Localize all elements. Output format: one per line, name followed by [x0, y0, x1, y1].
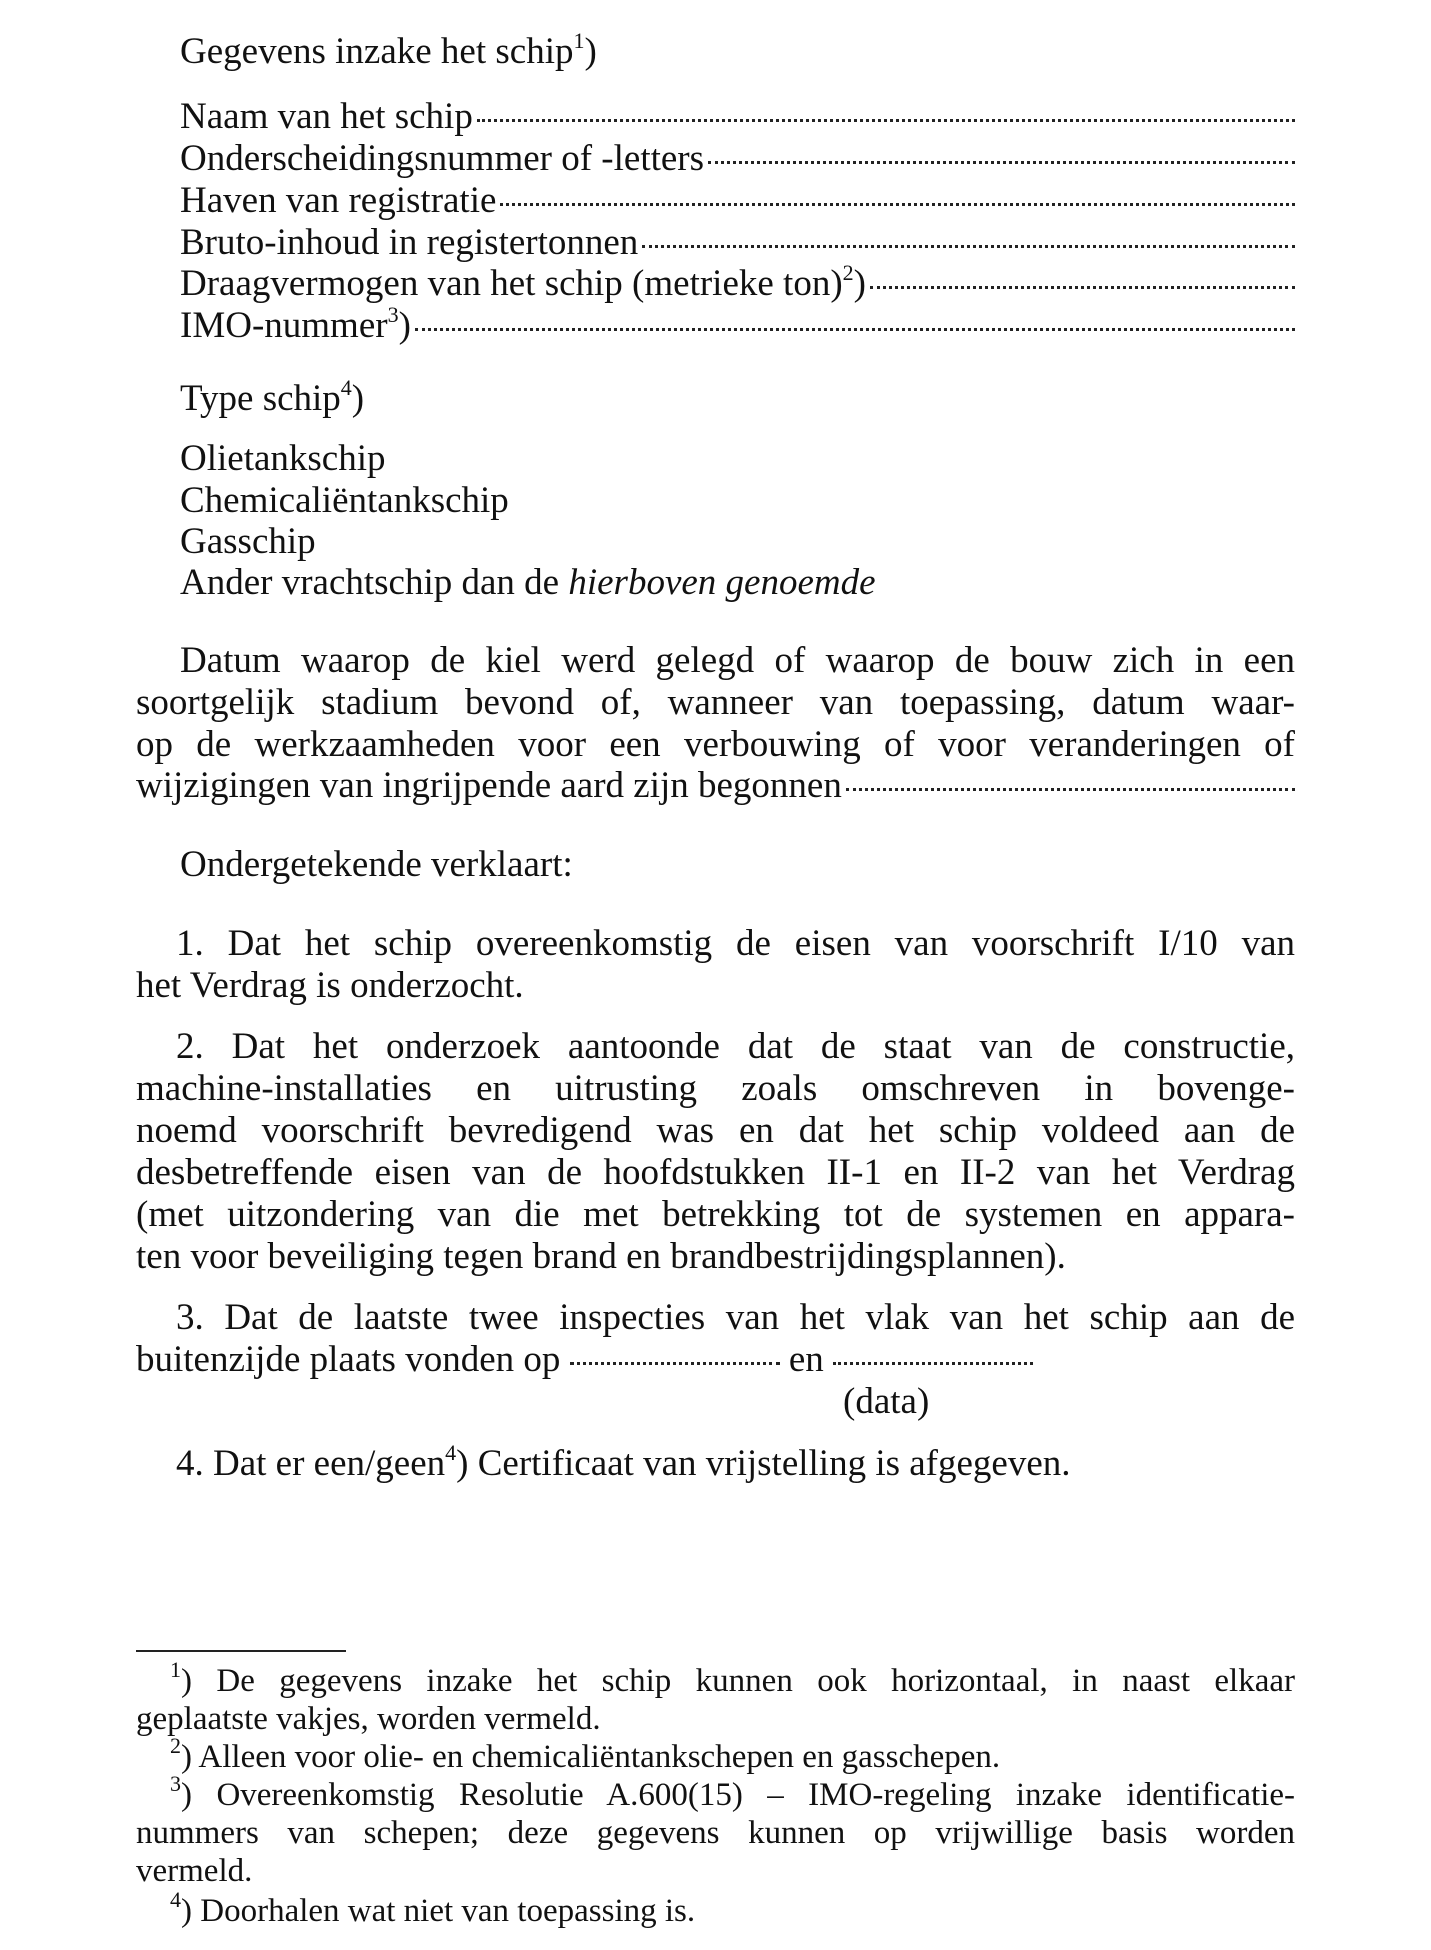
fill-dots — [500, 199, 1295, 206]
declaration-heading: Ondergetekende verklaart: — [180, 844, 573, 885]
fill-dots — [642, 241, 1295, 248]
keel-date-text: Datum waarop de kiel werd gelegd of waarop de bouw zich in een — [180, 640, 1295, 681]
date-fill-1 — [570, 1358, 780, 1365]
date-fill-2 — [833, 1358, 1033, 1365]
field-port-of-registry: Haven van registratie — [180, 180, 1295, 222]
declaration-item-3-dates: buitenzijde plaats vonden op en — [136, 1339, 1033, 1381]
declaration-item-1: 1. Dat het schip overeenkomstig de eisen van voorschrift I/10 van — [176, 923, 1295, 964]
footnote-1: $^1$) De gegevens inzake het schip kunnen ook horizontaal, in naast elkaar — [170, 1657, 1296, 1699]
declaration-item-2: ten voor beveiliging tegen brand en brandbestrijdingsplannen). — [136, 1236, 1066, 1277]
footnote-4: $^4$) Doorhalen wat niet van toepassing is. — [170, 1887, 696, 1929]
keel-date-text: soortgelijk stadium bevond of, wanneer van toepassing, datum waar- — [136, 682, 1295, 723]
footnote-separator — [136, 1650, 346, 1652]
declaration-item-2: desbetreffende eisen van de hoofdstukken II-1 en II-2 van het Verdrag — [136, 1152, 1295, 1193]
footnote-3: $^3$) Overeenkomstig Resolutie A.600(15) – IMO-regeling inzake identificatie- — [170, 1771, 1295, 1813]
dates-caption: (data) — [843, 1381, 930, 1422]
footnote-1: geplaatste vakjes, worden vermeld. — [136, 1701, 601, 1737]
declaration-item-2: machine-installaties en uitrusting zoals omschreven in bovenge- — [136, 1068, 1295, 1109]
field-imo-number: IMO-nummer$^3$) — [180, 305, 1295, 347]
ship-type-option: Olietankschip — [180, 438, 386, 479]
field-gross-tonnage: Bruto-inhoud in registertonnen — [180, 222, 1295, 264]
fill-dots — [846, 784, 1295, 791]
field-deadweight: Draagvermogen van het schip (metrieke ton)$^2$) — [180, 263, 1295, 305]
declaration-item-4: 4. Dat er een/geen$^4$) Certificaat van vrijstelling is afgegeven. — [176, 1439, 1071, 1484]
declaration-item-2: 2. Dat het onderzoek aantoonde dat de staat van de constructie, — [176, 1026, 1295, 1067]
ship-type-heading: Type schip$^4$) — [180, 374, 365, 419]
fill-dots — [415, 324, 1295, 331]
keel-date-text: op de werkzaamheden voor een verbouwing of voor veranderingen of — [136, 724, 1295, 765]
field-ship-name: Naam van het schip — [180, 96, 1295, 138]
footnote-3: vermeld. — [136, 1853, 253, 1889]
ship-type-option: Gasschip — [180, 521, 316, 562]
fill-dots — [477, 115, 1295, 122]
footnote-3: nummers van schepen; deze gegevens kunnen op vrijwillige basis worden — [136, 1815, 1295, 1851]
declaration-item-1: het Verdrag is onderzocht. — [136, 965, 524, 1006]
fill-dots — [708, 157, 1295, 164]
declaration-item-2: (met uitzondering van die met betrekking tot de systemen en appara- — [136, 1194, 1295, 1235]
keel-date-field: wijzigingen van ingrijpende aard zijn begonnen — [136, 765, 1295, 807]
declaration-item-3: 3. Dat de laatste twee inspecties van het vlak van het schip aan de — [176, 1297, 1295, 1338]
field-identification: Onderscheidingsnummer of -letters — [180, 138, 1295, 180]
ship-info-heading: Gegevens inzake het schip$^1$) — [180, 27, 597, 72]
fill-dots — [870, 282, 1295, 289]
declaration-item-2: noemd voorschrift bevredigend was en dat het schip voldeed aan de — [136, 1110, 1295, 1151]
ship-type-option: Chemicaliëntankschip — [180, 480, 509, 521]
ship-type-option-other: Ander vrachtschip dan de hierboven genoemde — [180, 562, 876, 603]
footnote-2: $^2$) Alleen voor olie- en chemicaliëntankschepen en gasschepen. — [170, 1733, 1001, 1775]
